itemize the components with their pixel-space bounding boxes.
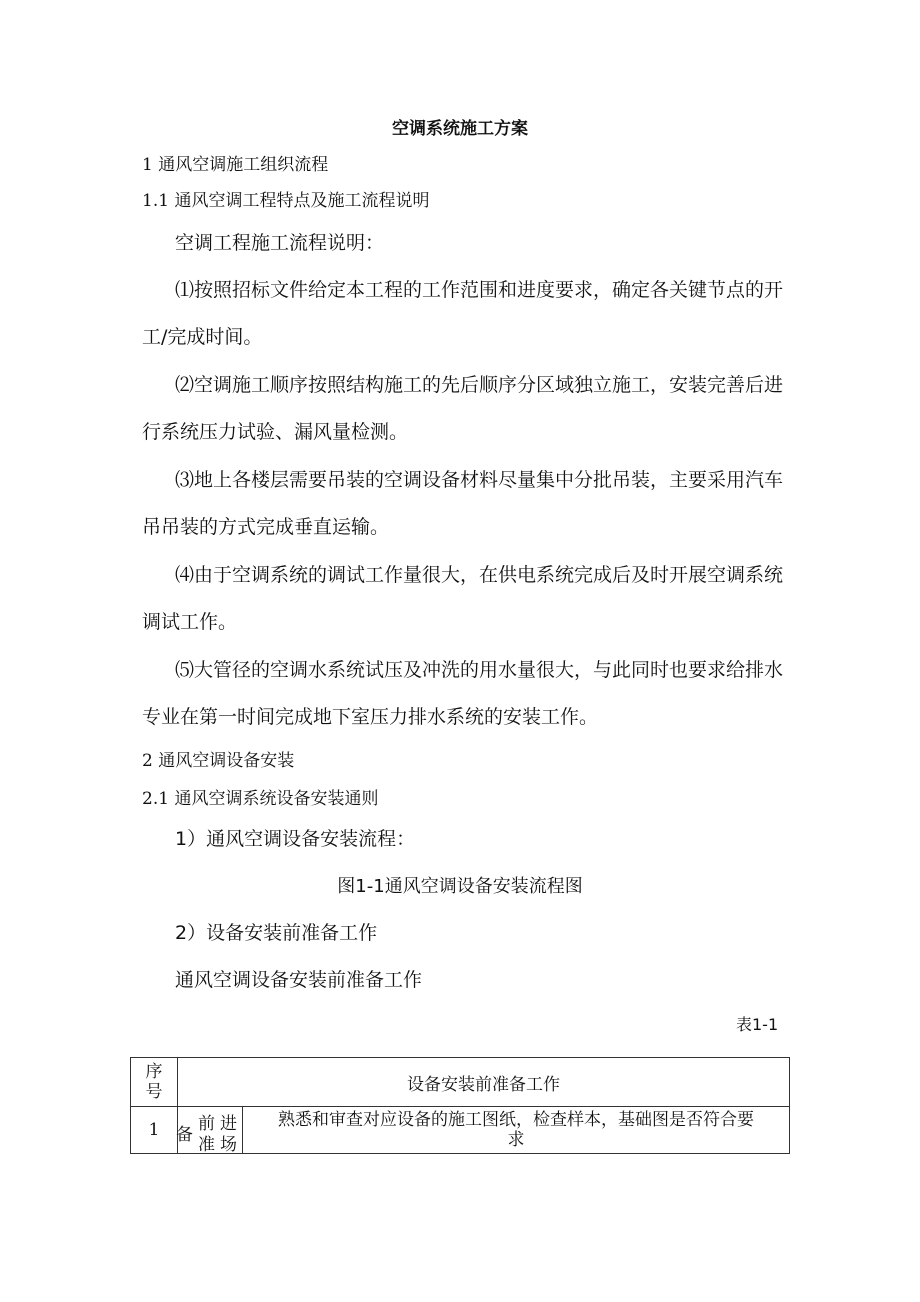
paragraph-line: 工/完成时间。 [142, 326, 263, 348]
row-stage-cell [178, 1107, 243, 1154]
stage-char: 准 [198, 1135, 215, 1155]
paragraph-line: ⑴按照招标文件给定本工程的工作范围和进度要求，确定各关键节点的开 [175, 279, 784, 301]
header-no-char: 序 [145, 1062, 163, 1082]
section-1-heading: 1 通风空调施工组织流程 [142, 155, 329, 175]
section-2-heading: 2 通风空调设备安装 [142, 751, 295, 771]
header-no-char: 号 [145, 1082, 163, 1102]
section-1-1-heading: 1.1 通风空调工程特点及施工流程说明 [142, 191, 430, 211]
paragraph-line: 专业在第一时间完成地下室压力排水系统的安装工作。 [142, 706, 599, 728]
table-header-row [131, 1058, 790, 1107]
row-content-cell [243, 1107, 790, 1154]
table-title: 通风空调设备安装前准备工作 [175, 969, 423, 991]
paragraph-line: ⑸大管径的空调水系统试压及冲洗的用水量很大，与此同时也要求给排水 [175, 659, 784, 681]
stage-char: 备 [176, 1125, 193, 1145]
paragraph-line: ⑷由于空调系统的调试工作量很大，在供电系统完成后及时开展空调系统 [175, 564, 784, 586]
content-line: 求 [507, 1130, 525, 1150]
prep-work-item: 2）设备安装前准备工作 [175, 922, 378, 944]
paragraph-line: ⑶地上各楼层需要吊装的空调设备材料尽量集中分批吊装，主要采用汽车 [175, 469, 784, 491]
stage-label [178, 1107, 242, 1153]
row-no-cell: 1 [131, 1107, 178, 1154]
paragraph-line: 调试工作。 [142, 611, 238, 633]
content-line: 熟悉和审查对应设备的施工图纸，检查样本，基础图是否符合要 [278, 1110, 754, 1130]
flow-intro: 空调工程施工流程说明： [175, 232, 385, 254]
paragraph-line: 行系统压力试验、漏风量检测。 [142, 421, 409, 443]
paragraph-line: ⑵空调施工顺序按照结构施工的先后顺序分区域独立施工，安装完善后进 [175, 374, 784, 396]
document-title: 空调系统施工方案 [392, 119, 528, 139]
stage-char: 前 [198, 1114, 215, 1134]
header-no-cell [131, 1058, 178, 1107]
install-flow-item: 1）通风空调设备安装流程： [175, 828, 416, 850]
section-2-1-heading: 2.1 通风空调系统设备安装通则 [142, 789, 379, 809]
header-content-cell: 设备安装前准备工作 [178, 1058, 790, 1107]
table-row [131, 1107, 790, 1154]
table-number: 表1-1 [736, 1015, 779, 1034]
figure-caption: 图1-1通风空调设备安装流程图 [337, 876, 583, 897]
prep-work-table [130, 1057, 790, 1154]
stage-char: 场 [220, 1135, 237, 1155]
paragraph-line: 吊吊装的方式完成垂直运输。 [142, 516, 390, 538]
stage-char: 进 [220, 1114, 237, 1134]
